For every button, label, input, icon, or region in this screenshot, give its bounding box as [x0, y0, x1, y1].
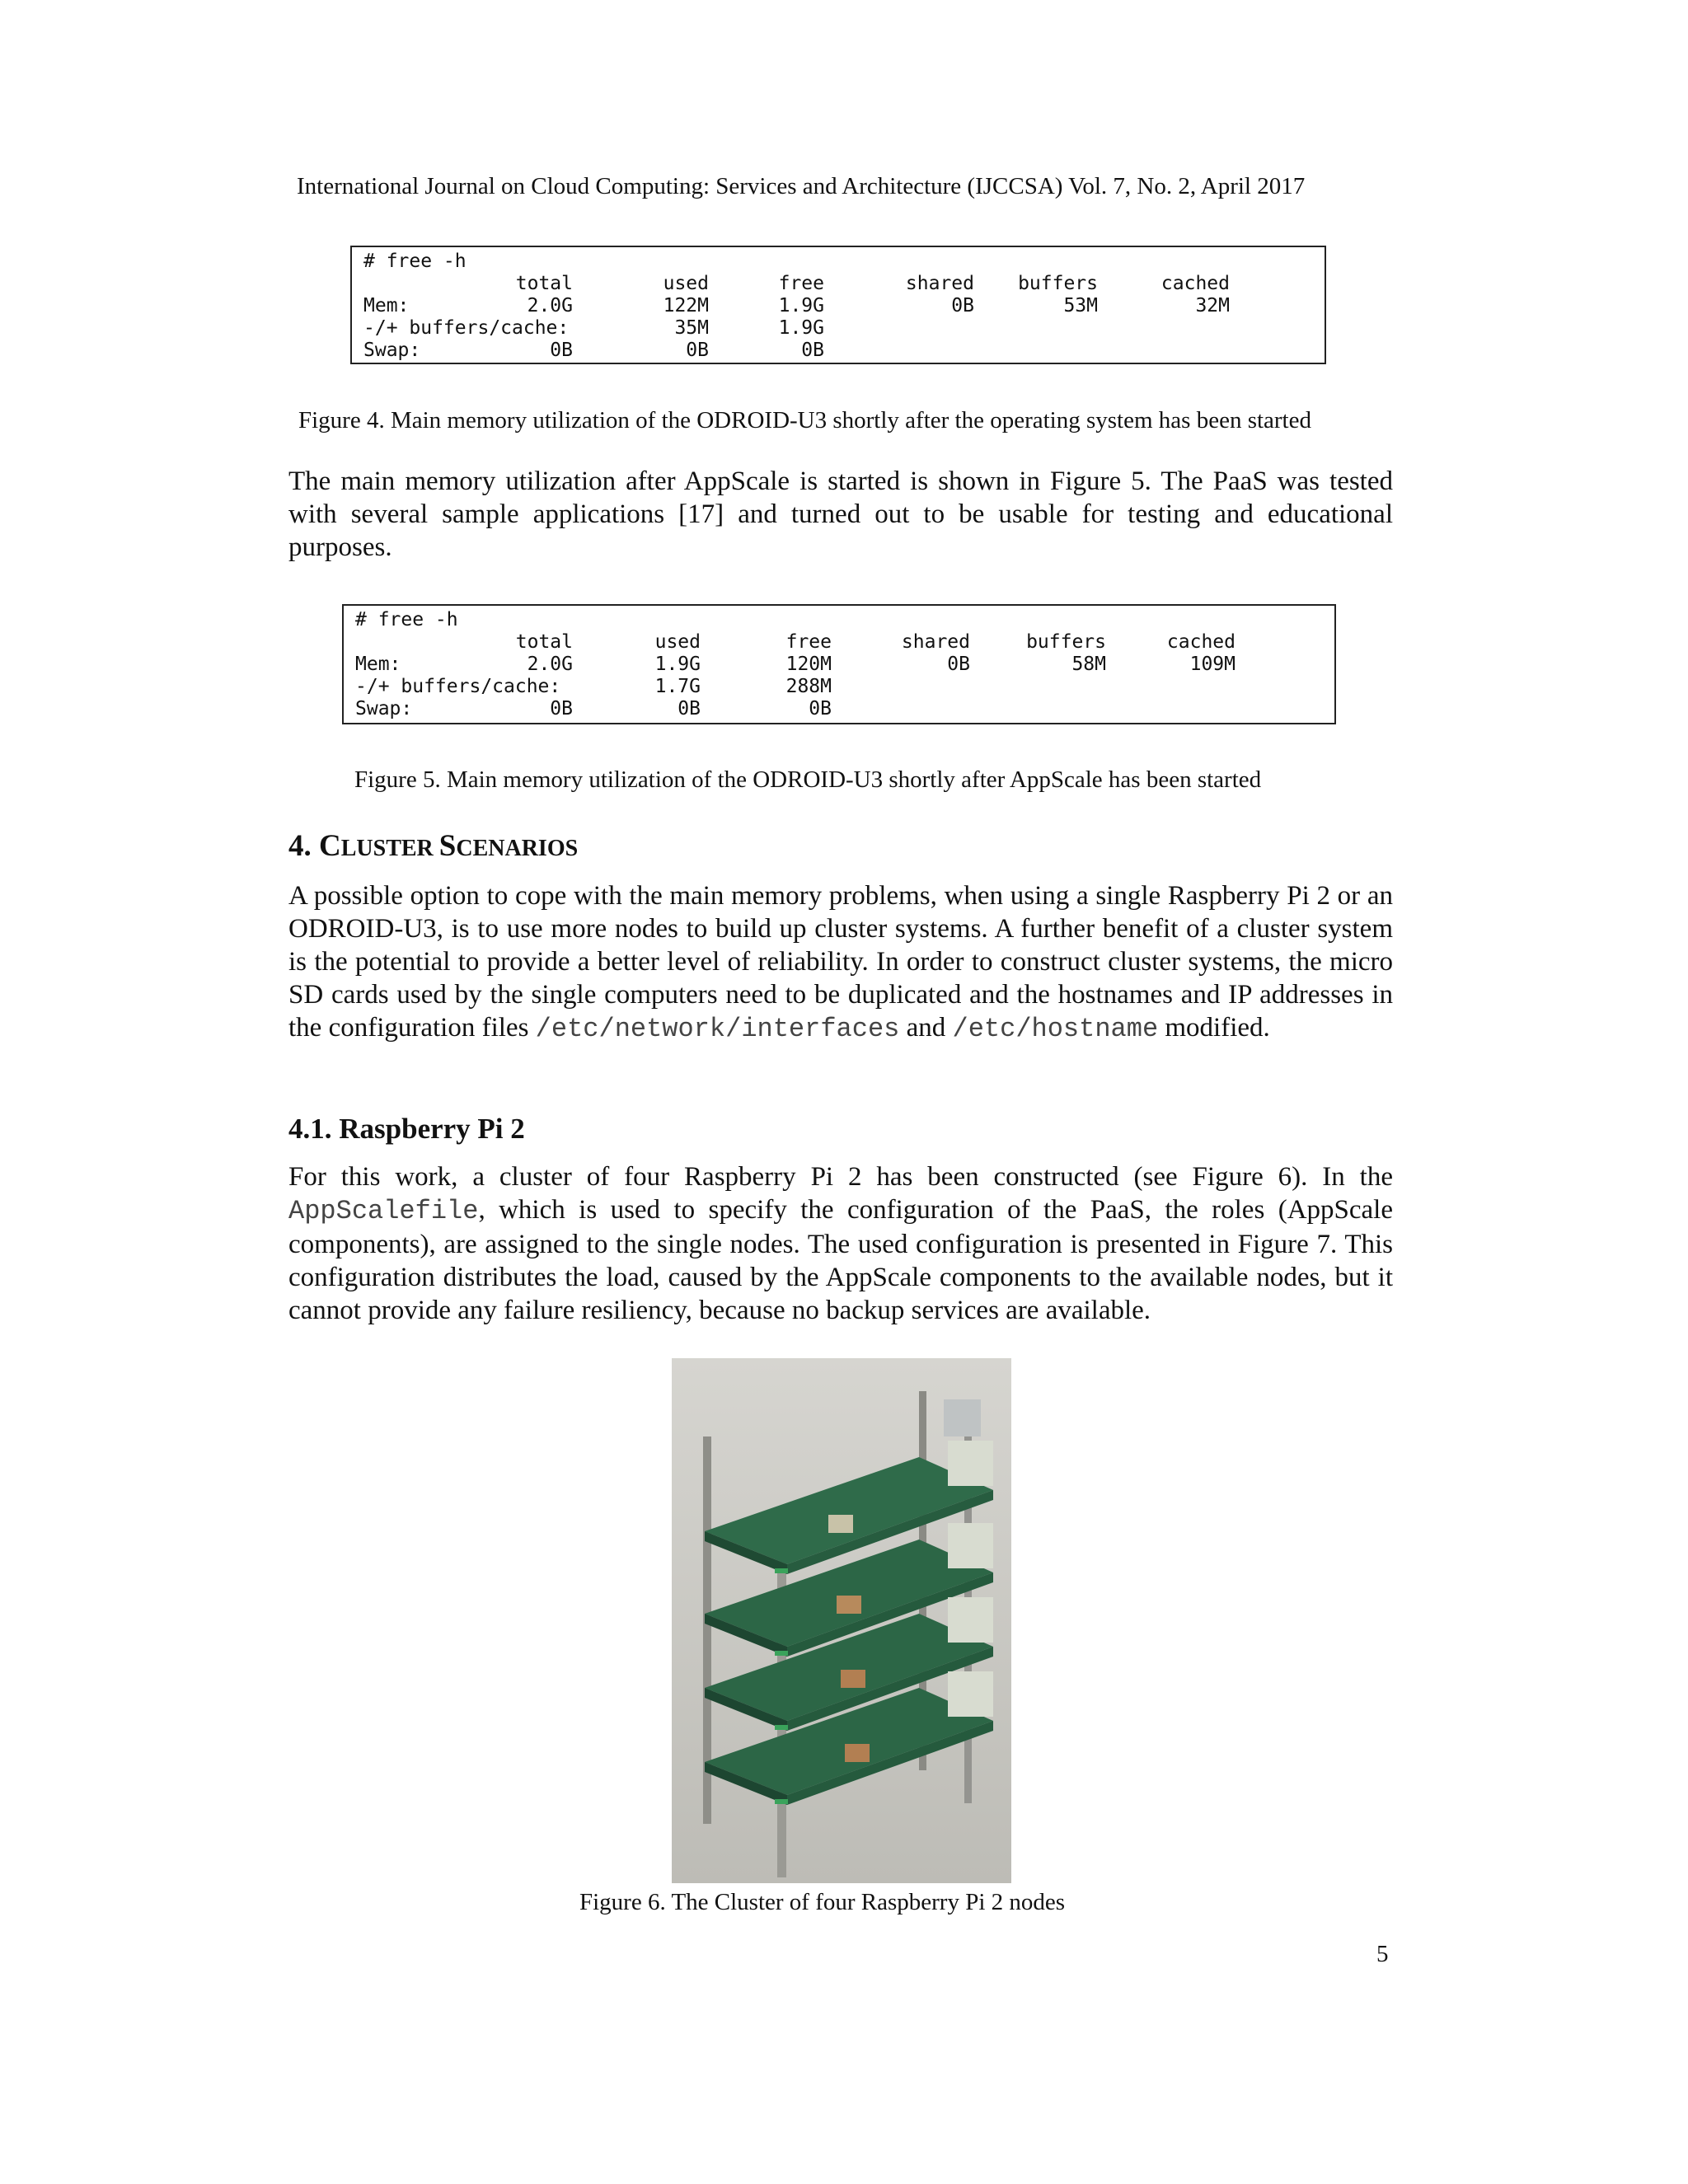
console-cell: 0B [550, 340, 573, 361]
console-cell: 0B [947, 654, 970, 675]
console-cell: 288M [785, 676, 832, 697]
console-command: # free -h [355, 609, 458, 630]
console-column-header: free [785, 631, 832, 653]
console-cell: 120M [785, 654, 832, 675]
console-command: # free -h [363, 251, 467, 272]
code-path-interfaces: /etc/network/interfaces [535, 1014, 900, 1044]
console-cell: 2.0G [527, 295, 573, 316]
console-row-label: Swap: [355, 698, 413, 719]
console-cell: 0B [678, 698, 701, 719]
console-cell: 0B [801, 340, 824, 361]
console-column-header: shared [905, 273, 974, 294]
console-column-header: cached [1166, 631, 1236, 653]
paragraph-memory-after-appscale: The main memory utilization after AppScale is started is shown in Figure 5. The PaaS was tested with several sample applications [17] and turned out to be usable for testing and educational purposes. [288, 466, 1393, 562]
subsection-heading-raspberry-pi-2: 4.1. Raspberry Pi 2 [288, 1113, 525, 1145]
console-column-header: buffers [1018, 273, 1098, 294]
figure-6-cluster-photo [672, 1358, 1011, 1883]
console-cell: 1.9G [778, 295, 824, 316]
console-row-label: Mem: [355, 654, 401, 675]
console-cell: 58M [1071, 654, 1106, 675]
console-column-header: shared [901, 631, 970, 653]
console-column-header: free [778, 273, 824, 294]
console-cell: 0B [809, 698, 832, 719]
console-column-header: total [515, 273, 573, 294]
console-column-header: buffers [1026, 631, 1106, 653]
console-cell: 32M [1195, 295, 1230, 316]
console-cell: 53M [1063, 295, 1098, 316]
console-column-header: used [654, 631, 701, 653]
code-path-hostname: /etc/hostname [952, 1014, 1159, 1044]
console-cell: 0B [686, 340, 709, 361]
console-column-header: cached [1160, 273, 1230, 294]
figure-6-caption: Figure 6. The Cluster of four Raspberry Pi 2 nodes [579, 1889, 1066, 1915]
section-heading-cluster-scenarios: 4. CLUSTER SCENARIOS [288, 829, 579, 863]
paragraph-cluster-options: A possible option to cope with the main memory problems, when using a single Raspberry Pi 2 or an ODROID-U3, is to use more nodes to build up cluster systems. A further benefit of a cluster system is the potential to provide a better level of reliability. In order to construct cluster systems, the micro SD cards used by the single computers need to be duplicated and the hostnames and IP addresses in the configuration files /etc/network/interfaces and /etc/hostname modified. [288, 881, 1393, 1044]
console-cell: 2.0G [527, 654, 573, 675]
console-column-header: used [663, 273, 709, 294]
console-cell: 1.9G [654, 654, 701, 675]
code-appscalefile: AppScalefile [288, 1196, 479, 1226]
console-cell: 35M [674, 317, 709, 339]
console-row-label: -/+ buffers/cache: [355, 676, 561, 697]
paragraph-raspberry-cluster: For this work, a cluster of four Raspberry Pi 2 has been constructed (see Figure 6). In the AppScalefile, which is used to specify the configuration of the PaaS, the roles (AppScale components), are assigned to the single nodes. The used configuration is presented in Figure 7. This configuration distributes the load, caused by the AppScale components to the available nodes, but it cannot provide any failure resiliency, because no backup services are available. [288, 1162, 1393, 1325]
console-column-header: total [515, 631, 573, 653]
console-cell: 1.7G [654, 676, 701, 697]
running-header: International Journal on Cloud Computing: Services and Architecture (IJCCSA) Vol. 7, No. 2, April 2017 [297, 173, 1306, 199]
console-cell: 1.9G [778, 317, 824, 339]
console-cell: 0B [550, 698, 573, 719]
console-row-label: Mem: [363, 295, 410, 316]
figure-4-caption: Figure 4. Main memory utilization of the ODROID-U3 shortly after the operating system has been started [298, 407, 1311, 434]
figure-5-console [342, 604, 1336, 724]
console-row-label: Swap: [363, 340, 421, 361]
console-row-label: -/+ buffers/cache: [363, 317, 570, 339]
console-cell: 0B [951, 295, 974, 316]
figure-5-caption: Figure 5. Main memory utilization of the ODROID-U3 shortly after AppScale has been started [354, 766, 1262, 793]
console-cell: 122M [663, 295, 709, 316]
page-number: 5 [1376, 1941, 1389, 1967]
console-cell: 109M [1189, 654, 1236, 675]
figure-4-console [350, 246, 1326, 364]
